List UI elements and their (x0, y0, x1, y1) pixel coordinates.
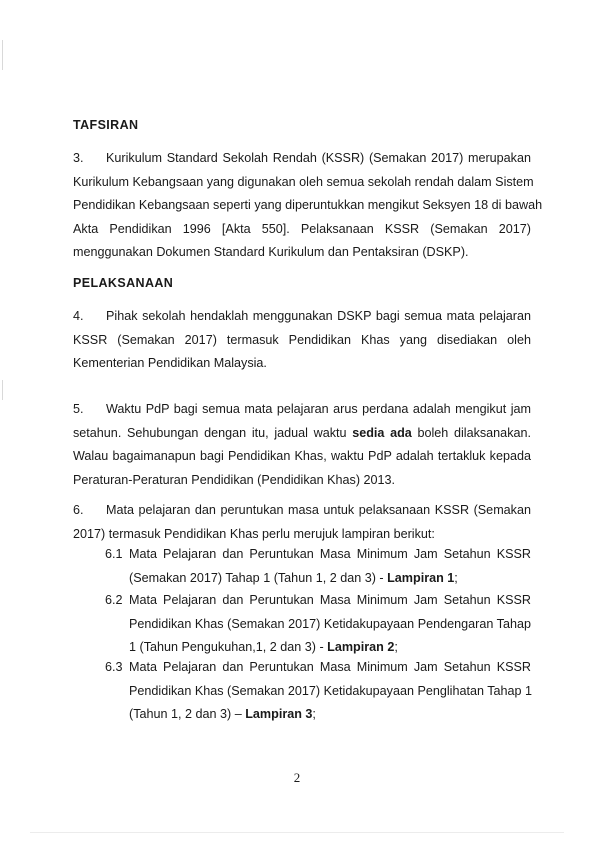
paragraph-number: 5. (73, 402, 84, 416)
list-item-line: Pendidikan Khas (Semakan 2017) Ketidakupayaan Penglihatan Tahap 1 (129, 683, 533, 698)
list-item-line: (Tahun 1, 2 dan 3) – Lampiran 3; (129, 707, 316, 721)
paragraph-line: setahun. Sehubungan dengan itu, jadual waktu sedia ada boleh dilaksanakan. (73, 425, 531, 440)
paragraph-line: Pendidikan Kebangsaan seperti yang diperuntukkan mengikut Seksyen 18 di bawah (73, 198, 543, 212)
paragraph-line: 3. Kurikulum Standard Sekolah Rendah (KSSR) (Semakan 2017) merupakan (73, 147, 531, 171)
list-item-line: Pendidikan Khas (Semakan 2017) Ketidakupayaan Pendengaran Tahap (129, 616, 531, 631)
list-item-number: 6.1 (105, 547, 123, 561)
paragraph-number: 6. (73, 503, 84, 517)
paragraph-line: KSSR (Semakan 2017) termasuk Pendidikan Khas yang disediakan oleh (73, 332, 531, 347)
list-item-number: 6.3 (105, 660, 123, 674)
section-heading-pelaksanaan: PELAKSANAAN (73, 276, 174, 290)
paragraph-line: menggunakan Dokumen Standard Kurikulum dan Pentaksiran (DSKP). (73, 245, 469, 259)
list-item-line: (Semakan 2017) Tahap 1 (Tahun 1, 2 dan 3) - Lampiran 1; (129, 570, 458, 585)
list-item-6-2 (105, 589, 531, 660)
paragraph-4 (73, 305, 531, 376)
section-heading-tafsiran: TAFSIRAN (73, 118, 139, 132)
paragraph-3 (73, 147, 543, 265)
list-item-line: 1 (Tahun Pengukuhan,1, 2 dan 3) - Lampiran 2; (129, 640, 398, 654)
paragraph-line: Walau bagaimanapun bagi Pendidikan Khas, waktu PdP adalah tertakluk kepada (73, 449, 531, 463)
paragraph-number: 3. (73, 151, 84, 165)
list-item-6-3 (105, 656, 531, 727)
paragraph-line: 2017) termasuk Pendidikan Khas perlu merujuk lampiran berikut: (73, 526, 435, 541)
paragraph-line: Akta Pendidikan 1996 [Akta 550]. Pelaksanaan KSSR (Semakan 2017) (73, 221, 531, 236)
lampiran-reference: Lampiran 1 (387, 570, 455, 585)
list-item-line: Mata Pelajaran dan Peruntukan Masa Minimum Jam Setahun KSSR (129, 593, 531, 607)
paragraph-line: 4. Pihak sekolah hendaklah menggunakan DSKP bagi semua mata pelajaran (73, 305, 531, 329)
scan-edge-mark (2, 380, 3, 400)
paragraph-6 (73, 499, 531, 546)
paragraph-line: Kurikulum Kebangsaan yang digunakan oleh semua sekolah rendah dalam Sistem (73, 174, 534, 189)
scan-bottom-edge (30, 832, 564, 833)
paragraph-number: 4. (73, 309, 84, 323)
list-item-number: 6.2 (105, 593, 123, 607)
page-number: 2 (293, 770, 301, 785)
paragraph-line: Peraturan-Peraturan Pendidikan (Pendidikan Khas) 2013. (73, 472, 396, 487)
lampiran-reference: Lampiran 3 (245, 707, 313, 721)
list-item-6-1 (105, 543, 531, 590)
paragraph-line: 6. Mata pelajaran dan peruntukan masa untuk pelaksanaan KSSR (Semakan (73, 499, 531, 523)
list-item-line: Mata Pelajaran dan Peruntukan Masa Minimum Jam Setahun KSSR (129, 660, 531, 674)
list-item-line: Mata Pelajaran dan Peruntukan Masa Minimum Jam Setahun KSSR (129, 547, 531, 561)
paragraph-line: 5. Waktu PdP bagi semua mata pelajaran arus perdana adalah mengikut jam (73, 398, 531, 422)
paragraph-5 (73, 398, 531, 492)
paragraph-line: Kementerian Pendidikan Malaysia. (73, 356, 267, 370)
lampiran-reference: Lampiran 2 (327, 640, 395, 654)
emphasis-sedia-ada: sedia ada (352, 425, 412, 440)
scan-edge-mark (2, 40, 3, 70)
